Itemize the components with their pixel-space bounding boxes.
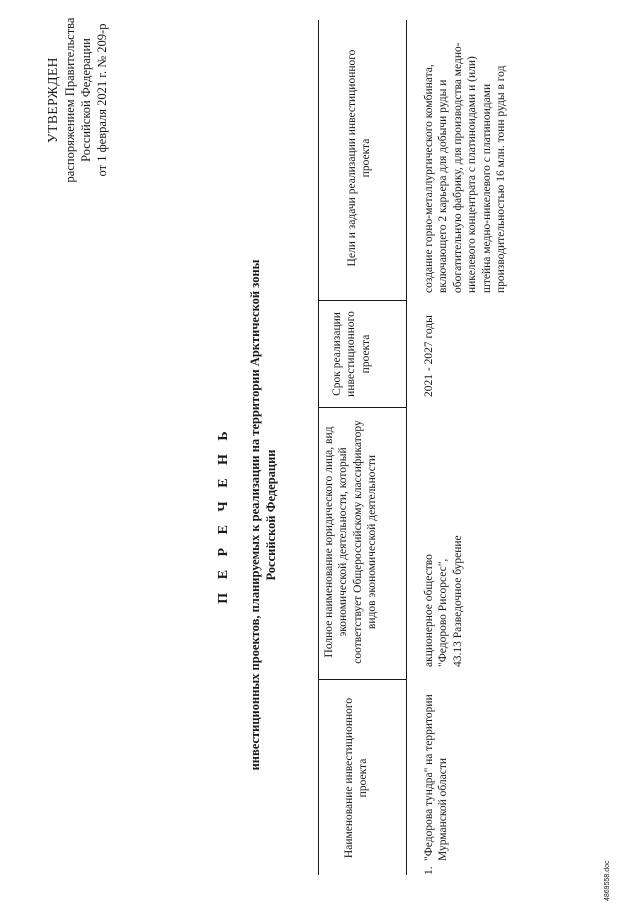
row-number: 1. [423, 866, 435, 875]
document-footer-filename: 4869558.doc [604, 860, 611, 901]
table-top-rule [318, 20, 319, 875]
header-period: Срок реализации инвестиционного проекта [331, 311, 372, 397]
approval-line: распоряжением Правительства [62, 17, 77, 183]
table-header-rule [406, 20, 407, 875]
title-main: П Е Р Е Ч Е Н Ь [216, 426, 231, 604]
approval-date: от 1 февраля 2021 г. № 209-р [95, 23, 110, 177]
row-legal-entity [422, 412, 465, 667]
approval-stamp: УТВЕРЖДЕН [45, 57, 60, 143]
entity-line: "Федорово Рисорсес", [437, 558, 450, 667]
row-project-name: "Федорова тундра" на территории Мурманской области [423, 694, 450, 861]
row-period: 2021 - 2027 годы [423, 315, 435, 397]
entity-line: акционерное общество [423, 554, 435, 667]
row-goals: создание горно-металлургического комбината, включающего 2 карьера для добычи руды и обогатительную фабрику, для производства медно-никелевого концентрата с платиноидами и (или) штейна медно-никелевого с платиноидами производительностью 16 млн. тонн руды в год [423, 42, 507, 293]
header-legal-entity: Полное наименование юридического лица, вид экономической деятельности, который соответствует Общероссийскому классификатору видов экономической деятельности [323, 420, 379, 664]
title-subtitle-line2: Российской Федерации [263, 449, 278, 581]
header-goals: Цели и задачи реализации инвестиционного проекта [346, 49, 373, 267]
column-divider [318, 679, 406, 680]
entity-line: 43.13 Разведочное бурение [451, 535, 464, 667]
approval-block [44, 0, 110, 200]
approval-line: Российской Федерации [78, 38, 93, 162]
title-subtitle-line1: инвестиционных проектов, планируемых к реализации на территории Арктической зоны [247, 259, 262, 771]
document-title [215, 225, 279, 805]
column-divider [318, 407, 406, 408]
column-divider [318, 300, 406, 301]
header-project-name: Наименование инвестиционного проекта [343, 697, 370, 859]
